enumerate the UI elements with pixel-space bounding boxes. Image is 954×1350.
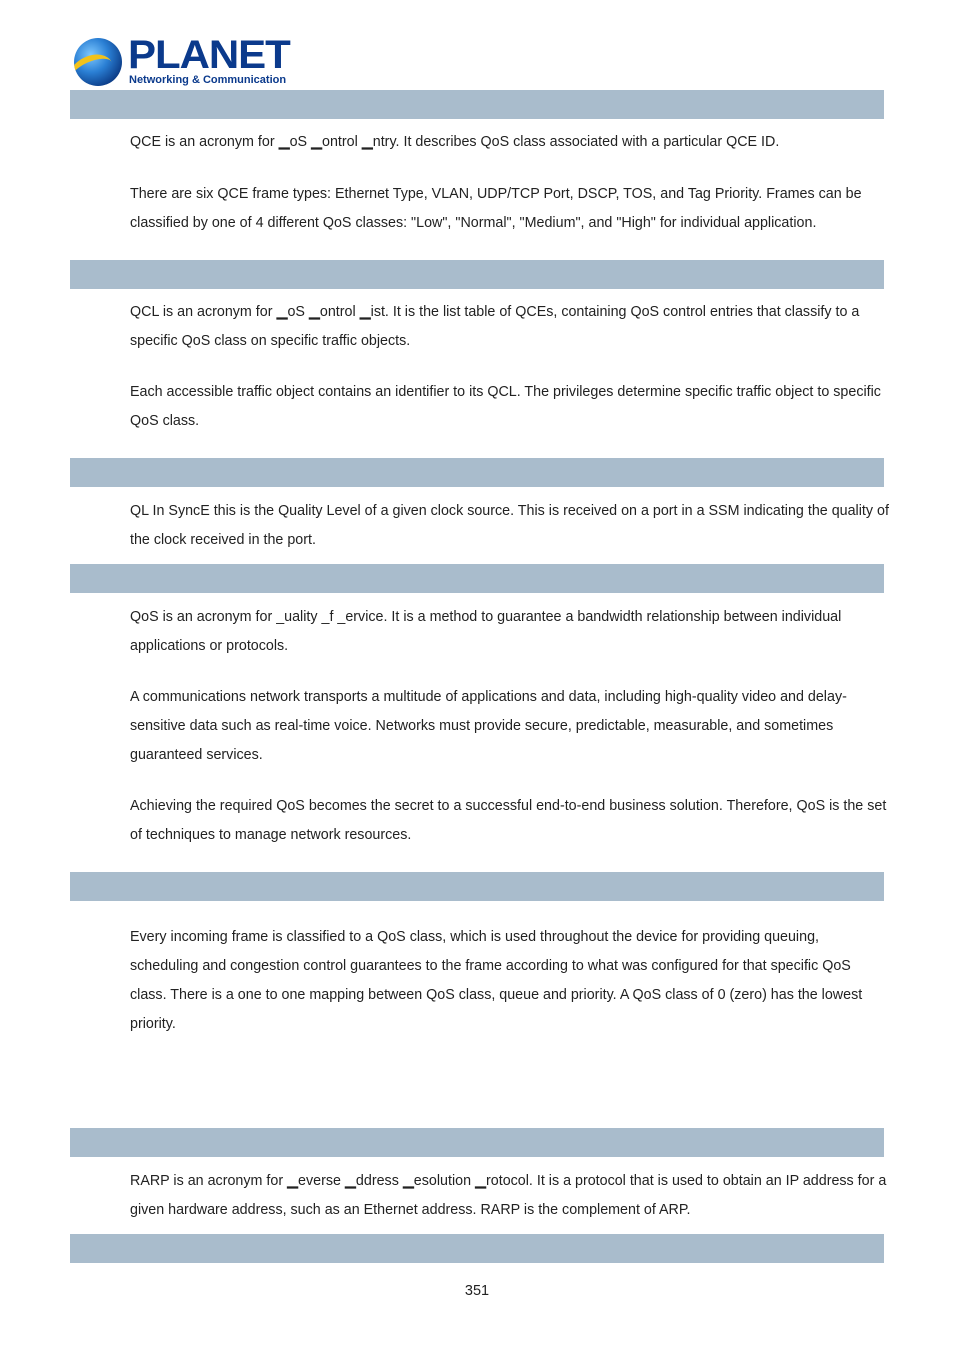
section-header-bar-qos-class [70,872,884,901]
logo-brand: PLANET [128,33,290,77]
section-header-bar-next [70,1234,884,1263]
section-header-bar-qce [70,90,884,119]
section-header-bar-ql [70,458,884,487]
paragraph-qos-definition: QoS is an acronym for _uality _f _ervice. It is a method to guarantee a bandwidth relationship between individual applications or protocols. [130,609,842,654]
section-header-bar-qcl [70,260,884,289]
section-header-bar-rarp [70,1128,884,1157]
paragraph-qce-frame-types: There are six QCE frame types: Ethernet Type, VLAN, UDP/TCP Port, DSCP, TOS, and Tag Priority. Frames can be classified by one of 4 different QoS classes: "Low", "Normal", "Medium", and "High" for individual application. [130,186,862,231]
planet-logo [72,33,290,90]
page-number: 351 [464,1283,490,1299]
paragraph-qos-network: A communications network transports a multitude of applications and data, including high-quality video and delay-sensitive data such as real-time voice. Networks must provide secure, predictable, measurable, and sometimes guaranteed services. [130,689,847,763]
paragraph-qcl-privileges: Each accessible traffic object contains an identifier to its QCL. The privileges determine specific traffic object to specific QoS class. [130,384,881,429]
globe-icon [74,38,122,86]
paragraph-rarp-definition: RARP is an acronym for ▁everse ▁ddress ▁esolution ▁rotocol. It is a protocol that is used to obtain an IP address for a given hardware address, such as an Ethernet address. RARP is the complement of ARP. [130,1173,887,1218]
paragraph-qcl-definition: QCL is an acronym for ▁oS ▁ontrol ▁ist. It is the list table of QCEs, containing QoS control entries that classify to a specific QoS class on specific traffic objects. [130,304,860,349]
paragraph-ql-definition: QL In SyncE this is the Quality Level of a given clock source. This is received on a port in a SSM indicating the quality of the clock received in the port. [130,503,889,548]
section-header-bar-qos [70,564,884,593]
paragraph-qce-definition: QCE is an acronym for ▁oS ▁ontrol ▁ntry. It describes QoS class associated with a particular QCE ID. [130,134,780,150]
paragraph-qos-class: Every incoming frame is classified to a QoS class, which is used throughout the device for providing queuing, scheduling and congestion control guarantees to the frame according to what was configured for that specific QoS class. There is a one to one mapping between QoS class, queue and priority. A QoS class of 0 (zero) has the lowest priority. [130,929,863,1032]
paragraph-qos-techniques: Achieving the required QoS becomes the secret to a successful end-to-end business solution. Therefore, QoS is the set of techniques to manage network resources. [130,798,887,843]
logo-tagline: Networking & Communication [129,74,287,86]
